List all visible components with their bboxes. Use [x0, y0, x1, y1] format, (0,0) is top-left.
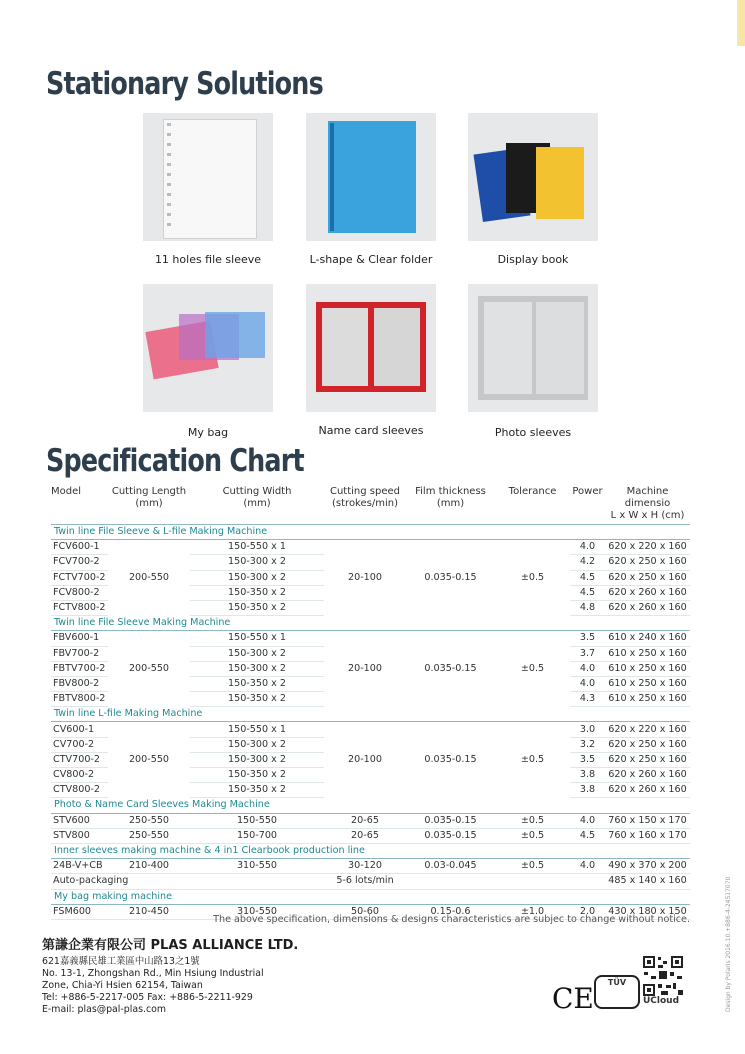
- header-row: [51, 486, 690, 525]
- col-power: [570, 486, 605, 525]
- cell-model: FSM600: [51, 904, 108, 919]
- cell-width: 150-300 x 2: [190, 737, 324, 752]
- cell-speed: 30-120: [324, 859, 406, 874]
- cell-width: 150-350 x 2: [190, 600, 324, 615]
- cell-speed: 20-65: [324, 813, 406, 828]
- cell-width: 150-300 x 2: [190, 646, 324, 661]
- cell-power: 3.5: [570, 631, 605, 646]
- cell-model: FBTV700-2: [51, 661, 108, 676]
- cell-tolerance: [495, 874, 570, 889]
- table-row: [51, 540, 690, 555]
- col-label: Power: [572, 486, 603, 497]
- email: E-mail: plas@pal-plas.com: [42, 1004, 166, 1015]
- col-label: Film thickness: [415, 486, 486, 497]
- group-label: Twin line File Sleeve & L-file Making Machine: [51, 525, 690, 540]
- cell-width: 150-350 x 2: [190, 676, 324, 691]
- cell-length: 200-550: [128, 754, 170, 766]
- product-display-book: [468, 113, 598, 266]
- company-name: 第謙企業有限公司 PLAS ALLIANCE LTD.: [42, 938, 299, 953]
- cell-speed: 20-100: [348, 754, 382, 766]
- col-label: Cutting speed: [329, 486, 400, 497]
- table-row: [51, 828, 690, 843]
- cell-power: 3.2: [570, 737, 605, 752]
- cell-tolerance: ±0.5: [520, 754, 545, 766]
- cell-model: CTV800-2: [51, 783, 108, 798]
- spec-table: [51, 486, 690, 920]
- cell-film: 0.15-0.6: [406, 904, 495, 919]
- cell-tolerance: ±0.5: [495, 828, 570, 843]
- col-unit: (mm): [135, 498, 163, 509]
- cell-model: STV800: [51, 828, 108, 843]
- group-row: [51, 798, 690, 813]
- cell-model: FBV800-2: [51, 676, 108, 691]
- product-photo-sleeves: [468, 284, 598, 439]
- group-row: [51, 889, 690, 904]
- cell-model: CV800-2: [51, 768, 108, 783]
- cell-model: FBV700-2: [51, 646, 108, 661]
- col-dimension: [605, 486, 690, 525]
- col-unit: (strokes/min): [332, 498, 398, 509]
- cell-power: 4.5: [570, 570, 605, 585]
- cell-tolerance: ±0.5: [495, 813, 570, 828]
- product-caption: My bag: [187, 426, 229, 439]
- cell-width: 150-550 x 1: [190, 631, 324, 646]
- cell-width: 150-550 x 1: [190, 722, 324, 737]
- cell-speed: 50-60: [324, 904, 406, 919]
- product-caption: L-shape & Clear folder: [309, 253, 433, 266]
- cell-dim: 620 x 250 x 160: [605, 737, 690, 752]
- cell-power: 4.5: [570, 828, 605, 843]
- col-unit: (mm): [243, 498, 271, 509]
- cell-width: 150-350 x 2: [190, 768, 324, 783]
- cell-power: 4.0: [570, 540, 605, 555]
- ucloud-logo: UCloud: [643, 996, 680, 1006]
- cell-width: 150-350 x 2: [190, 585, 324, 600]
- col-unit: (mm): [436, 498, 465, 509]
- cell-dim: 610 x 250 x 160: [605, 676, 690, 691]
- group-label: Photo & Name Card Sleeves Making Machine: [51, 798, 690, 813]
- product-file-sleeve: [143, 113, 273, 266]
- product-caption: Name card sleeves: [318, 424, 424, 437]
- cell-power: 3.5: [570, 752, 605, 767]
- cell-model: FCV600-1: [51, 540, 108, 555]
- cell-dim: 620 x 220 x 160: [605, 722, 690, 737]
- group-label: Twin line L-file Making Machine: [51, 707, 690, 722]
- cell-length: 250-550: [108, 828, 190, 843]
- table-row: [51, 859, 690, 874]
- cell-power: [570, 874, 605, 889]
- col-cutting-length: [108, 486, 190, 525]
- cell-model: FCV800-2: [51, 585, 108, 600]
- group-label: Inner sleeves making machine & 4 in1 Clearbook production line: [51, 843, 690, 858]
- cell-film: 0.035-0.15: [406, 813, 495, 828]
- qr-code-icon: [642, 955, 684, 997]
- cell-width: 150-300 x 2: [190, 555, 324, 570]
- group-row: [51, 707, 690, 722]
- product-caption: 11 holes file sleeve: [154, 253, 262, 266]
- cell-model: FCTV800-2: [51, 600, 108, 615]
- col-label: Machine dimensio: [624, 486, 671, 509]
- table-row: [51, 813, 690, 828]
- cell-width: 150-300 x 2: [190, 752, 324, 767]
- cell-tolerance: ±0.5: [520, 663, 545, 675]
- product-caption: Photo sleeves: [494, 426, 572, 439]
- cell-width: 150-300 x 2: [190, 570, 324, 585]
- col-cutting-speed: [324, 486, 406, 525]
- cell-power: 4.0: [570, 859, 605, 874]
- cell-width: 150-700: [190, 828, 324, 843]
- cell-dim: 760 x 160 x 170: [605, 828, 690, 843]
- cell-width: 150-550 x 1: [190, 540, 324, 555]
- cell-model: STV600: [51, 813, 108, 828]
- cell-power: 2.0: [570, 904, 605, 919]
- cell-model: CTV700-2: [51, 752, 108, 767]
- cell-tolerance: ±1.0: [495, 904, 570, 919]
- spec-title: Specification Chart: [46, 443, 304, 479]
- product-clear-folder: [306, 113, 436, 266]
- col-film-thickness: [406, 486, 495, 525]
- cell-power: 4.2: [570, 555, 605, 570]
- cell-power: 4.0: [570, 813, 605, 828]
- cell-film: 0.035-0.15: [424, 663, 477, 675]
- cell-model: CV700-2: [51, 737, 108, 752]
- cell-film: [406, 874, 495, 889]
- col-label: Tolerance: [508, 486, 557, 497]
- cell-power: 3.8: [570, 783, 605, 798]
- cell-power: 3.8: [570, 768, 605, 783]
- cell-speed: 20-100: [348, 663, 382, 675]
- col-model: [51, 486, 108, 525]
- cell-width: 150-300 x 2: [190, 661, 324, 676]
- cell-power: 4.3: [570, 692, 605, 707]
- cell-length: 200-550: [128, 571, 170, 583]
- col-label: Model: [51, 486, 82, 497]
- cell-tolerance: ±0.5: [520, 571, 545, 583]
- cell-speed: 20-100: [348, 571, 382, 583]
- cell-speed: 5-6 lots/min: [324, 874, 406, 889]
- cell-length: 210-400: [108, 859, 190, 874]
- product-caption: Display book: [497, 253, 569, 266]
- cell-power: 3.0: [570, 722, 605, 737]
- group-row: [51, 616, 690, 631]
- group-row: [51, 843, 690, 858]
- cell-power: 4.8: [570, 600, 605, 615]
- name-card-image: [306, 284, 436, 412]
- cell-model: FCTV700-2: [51, 570, 108, 585]
- cell-film: 0.035-0.15: [424, 571, 477, 583]
- cell-dim: 610 x 240 x 160: [605, 631, 690, 646]
- address-line-2: Zone, Chia-Yi Hsien 62154, Taiwan: [42, 980, 203, 991]
- disclaimer-note: The above specification, dimensions & designs characteristics are subjec to change without notice.: [213, 914, 690, 925]
- cell-speed: 20-65: [324, 828, 406, 843]
- cell-model: FBTV800-2: [51, 692, 108, 707]
- cell-dim: 620 x 250 x 160: [605, 555, 690, 570]
- cell-dim: 485 x 140 x 160: [605, 874, 690, 889]
- ce-mark-icon: CE: [552, 982, 594, 1015]
- cell-dim: 610 x 250 x 160: [605, 661, 690, 676]
- group-row: [51, 525, 690, 540]
- photo-sleeves-image: [468, 284, 598, 412]
- cell-film: 0.035-0.15: [406, 828, 495, 843]
- product-my-bag: [143, 284, 273, 439]
- cell-power: 4.0: [570, 676, 605, 691]
- cell-model: Auto-packaging: [51, 874, 324, 889]
- col-label: Cutting Length: [111, 486, 187, 497]
- cell-dim: 620 x 250 x 160: [605, 752, 690, 767]
- cell-length: 250-550: [108, 813, 190, 828]
- cell-dim: 620 x 260 x 160: [605, 585, 690, 600]
- table-row: [51, 874, 690, 889]
- col-label: Cutting Width: [222, 486, 292, 497]
- file-sleeve-image: [143, 113, 273, 241]
- cell-dim: 620 x 220 x 160: [605, 540, 690, 555]
- cell-width: 150-350 x 2: [190, 692, 324, 707]
- group-label: My bag making machine: [51, 889, 690, 904]
- cell-model: 24B-V+CB: [51, 859, 108, 874]
- clear-folder-image: [306, 113, 436, 241]
- company-info: [42, 934, 298, 1016]
- product-name-card: [306, 284, 436, 437]
- cell-length: 200-550: [128, 663, 170, 675]
- tuv-cert-icon: [594, 975, 640, 1009]
- col-unit: L x W x H (cm): [610, 510, 685, 521]
- col-cutting-width: [190, 486, 324, 525]
- cell-model: FBV600-1: [51, 631, 108, 646]
- group-label: Twin line File Sleeve Making Machine: [51, 616, 690, 631]
- table-row: [51, 722, 690, 737]
- cell-width: 150-550: [190, 813, 324, 828]
- address-line-1: No. 13-1, Zhongshan Rd., Min Hsiung Industrial: [42, 968, 264, 979]
- cell-dim: 620 x 260 x 160: [605, 600, 690, 615]
- cell-film: 0.03-0.045: [406, 859, 495, 874]
- col-tolerance: [495, 486, 570, 525]
- cell-model: FCV700-2: [51, 555, 108, 570]
- cell-dim: 490 x 370 x 200: [605, 859, 690, 874]
- address-cn: 621嘉義縣民雄工業區中山路13之1號: [42, 956, 200, 967]
- cell-dim: 620 x 260 x 160: [605, 783, 690, 798]
- cell-model: CV600-1: [51, 722, 108, 737]
- phone-fax: Tel: +886-5-2217-005 Fax: +886-5-2211-929: [42, 992, 253, 1003]
- tuv-label: TÜV: [607, 978, 627, 987]
- corner-tab: [737, 0, 745, 46]
- display-book-image: [468, 113, 598, 241]
- cell-dim: 610 x 250 x 160: [605, 692, 690, 707]
- cell-dim: 620 x 250 x 160: [605, 570, 690, 585]
- cell-tolerance: ±0.5: [495, 859, 570, 874]
- my-bag-image: [143, 284, 273, 412]
- cell-dim: 610 x 250 x 160: [605, 646, 690, 661]
- cell-width: 150-350 x 2: [190, 783, 324, 798]
- cell-power: 3.7: [570, 646, 605, 661]
- cell-length: 210-450: [108, 904, 190, 919]
- cell-dim: 760 x 150 x 170: [605, 813, 690, 828]
- stationary-title: Stationary Solutions: [46, 66, 323, 102]
- cell-dim: 620 x 260 x 160: [605, 768, 690, 783]
- cell-dim: 430 x 180 x 150: [605, 904, 690, 919]
- cell-width: 310-550: [190, 904, 324, 919]
- cell-power: 4.0: [570, 661, 605, 676]
- table-row: [51, 631, 690, 646]
- company-address: [42, 956, 298, 1016]
- cell-film: 0.035-0.15: [424, 754, 477, 766]
- cell-width: 310-550: [190, 859, 324, 874]
- cell-power: 4.5: [570, 585, 605, 600]
- design-credit: Design by Polaris 2016.10.+886-4-24517070: [725, 876, 732, 1012]
